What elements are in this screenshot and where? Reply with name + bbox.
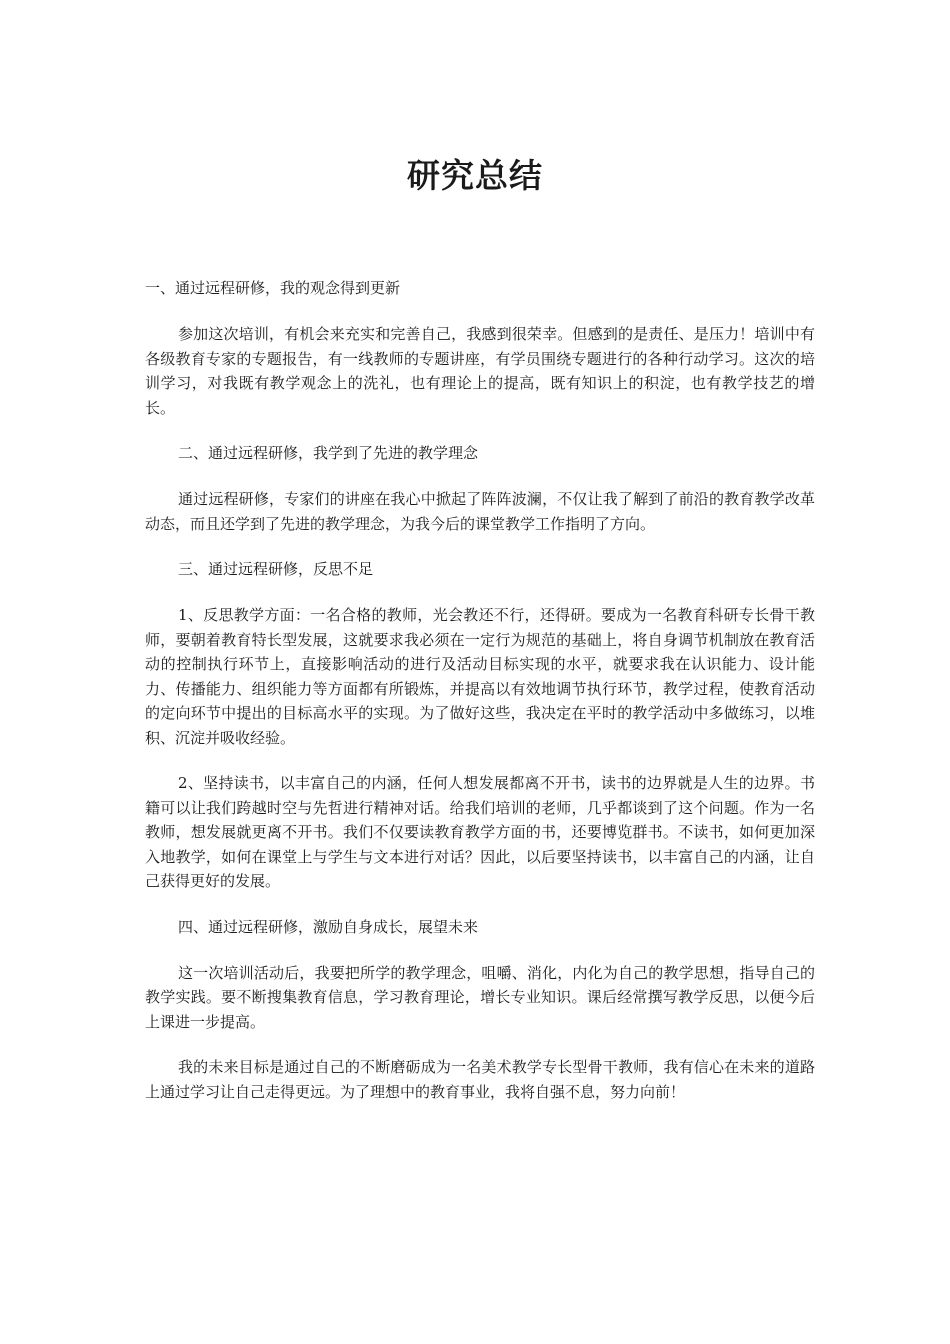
body-paragraph: 通过远程研修，专家们的讲座在我心中掀起了阵阵波澜，不仅让我了解到了前沿的教育教学改革动态，而且还学到了先进的教学理念，为我今后的课堂教学工作指明了方向。 [145,490,815,533]
document-title: 研究总结 [407,156,543,195]
section-heading-2: 二、通过远程研修，我学到了先进的教学理念 [178,444,479,462]
body-paragraph: 2、坚持读书，以丰富自己的内涵，任何人想发展都离不开书，读书的边界就是人生的边界。书籍可以让我们跨越时空与先哲进行精神对话。给我们培训的老师，几乎都谈到了这个问题。作为一名教师，想发展就更离不开书。我们不仅要读教育教学方面的书，还要博览群书。不读书，如何更加深入地教学，如何在课堂上与学生与文本进行对话？因此，以后要坚持读书，以丰富自己的内涵，让自己获得更好的发展。 [145,774,815,890]
section-heading-4: 四、通过远程研修，激励自身成长，展望未来 [178,917,479,936]
body-paragraph: 参加这次培训，有机会来充实和完善自己，我感到很荣幸。但感到的是责任、是压力！培训中有各级教育专家的专题报告，有一线教师的专题讲座，有学员围绕专题进行的各种行动学习。这次的培训学习，对我既有教学观念上的洗礼，也有理论上的提高，既有知识上的积淀，也有教学技艺的增长。 [145,325,815,417]
section-heading-3: 三、通过远程研修，反思不足 [178,560,374,578]
section-heading-1: 一、通过远程研修，我的观念得到更新 [145,279,401,297]
document-body [145,276,815,1125]
body-paragraph: 我的未来目标是通过自己的不断磨砺成为一名美术教学专长型骨干教师，我有信心在未来的道路上通过学习让自己走得更远。为了理想中的教育事业，我将自强不息，努力向前！ [145,1058,815,1101]
body-paragraph: 这一次培训活动后，我要把所学的教学理念，咀嚼、消化，内化为自己的教学思想，指导自己的教学实践。要不断搜集教育信息，学习教育理论，增长专业知识。课后经常撰写教学反思，以便今后上课进一步提高。 [145,963,815,1031]
body-paragraph: 1、反思教学方面：一名合格的教师，光会教还不行，还得研。要成为一名教育科研专长骨干教师，要朝着教育特长型发展，这就要求我必须在一定行为规范的基础上，将自身调节机制放在教育活动的控制执行环节上，直接影响活动的进行及活动目标实现的水平，就要求我在认识能力、设计能力、传播能力、组织能力等方面都有所锻炼，并提高以有效地调节执行环节，教学过程，使教育活动的定向环节中提出的目标高水平的实现。为了做好这些，我决定在平时的教学活动中多做练习，以堆积、沉淀并吸收经验。 [145,606,815,747]
